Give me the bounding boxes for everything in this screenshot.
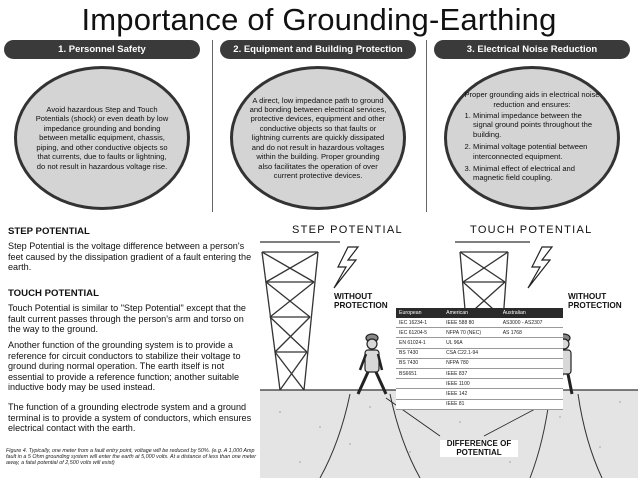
table-row: IEEE 142 — [396, 389, 563, 399]
figure-caption: Figure 4. Typically, one meter from a fault entry point, voltage will be reduced by 50%. (e.g. A 1,000 Amp fault in a 5 Ohm grounding system will enter the earth at 5,000 volts. At a distance of less than one meter away, a fatal potential of 2,500 volts will exist) — [6, 448, 257, 467]
panel-text: A direct, low impedance path to ground and bonding between electrical services, protective devices, equipment and other conductive objects so that faults or lightning currents are quickly dissipated and do not result in hazardous voltages within the building. Proper grounding also facilitates the operation of over current protective devices. — [249, 95, 387, 180]
table-header-row — [396, 308, 563, 318]
table-row: BS6651 IEEE 837 — [396, 368, 563, 378]
panel-text — [463, 90, 601, 186]
panel-header: 2. Equipment and Building Protection — [220, 40, 416, 59]
panel-noise-reduction — [430, 38, 636, 216]
table-row: IEEE 81 — [396, 399, 563, 409]
page-title: Importance of Grounding-Earthing — [81, 2, 557, 37]
panel-intro: Proper grounding aids in electrical noise reduction and ensures: — [464, 90, 600, 109]
panel-header: 3. Electrical Noise Reduction — [434, 40, 630, 59]
table-row: IEC 16234-1 IEEE 588 80 AS3000 - AS2307 — [396, 318, 563, 328]
touch-potential-text: Touch Potential is similar to "Step Potential" except that the fault current passes through the person's arm and torso on the way to the ground. — [8, 303, 246, 335]
lightning-icon — [528, 247, 552, 288]
column-header: American — [443, 308, 500, 318]
panel-oval — [14, 66, 190, 210]
panel-divider — [426, 40, 427, 212]
table-row: IEEE 1100 — [396, 379, 563, 389]
without-protection-label: WITHOUT PROTECTION — [334, 292, 388, 310]
list-item: 3. Minimal effect of electrical and magnetic field coupling. — [473, 164, 601, 183]
step-potential-label: STEP POTENTIAL — [292, 224, 403, 236]
column-header: Australian — [500, 308, 563, 318]
step-potential-text: Step Potential is the voltage difference between a person's feet caused by the dissipation gradient of a fault entering the earth. — [8, 241, 252, 273]
panel-oval — [230, 66, 406, 210]
panel-text: Avoid hazardous Step and Touch Potentials (shock) or even death by low impedance grounding and bonding between metallic equipment, chassis, piping, and other conductive objects so that currents, due to faults or lightning, do not result in hazardous voltage rise. — [35, 105, 169, 171]
difference-of-potential-label: DIFFERENCE OF POTENTIAL — [440, 440, 518, 457]
panel-equipment-protection — [216, 38, 422, 216]
without-protection-label: WITHOUT PROTECTION — [568, 292, 622, 310]
table-row: IEC 61204-5 NFPA 70 (NEC) AS 1768 — [396, 328, 563, 338]
transmission-tower-left — [260, 242, 340, 390]
electrode-paragraph: The function of a grounding electrode system and a ground terminal is to provide a system of conductors, which ensures electrical contact with the earth. — [8, 402, 252, 434]
panel-header: 1. Personnel Safety — [4, 40, 200, 59]
panel-oval — [444, 66, 620, 210]
reference-paragraph: Another function of the grounding system is to provide a reference for circuit conductors to stabilize their voltage to ground during normal operation. The earth itself is not essential to provide a reference function; another suitable inductive body may be used instead. — [8, 340, 241, 393]
table-row: BS 7430 CSA C22.1-94 — [396, 348, 563, 358]
list-item: 2. Minimal voltage potential between interconnected equipment. — [473, 142, 601, 161]
table-row: BS 7430 NFPA 780 — [396, 358, 563, 368]
touch-potential-heading: TOUCH POTENTIAL — [8, 288, 99, 299]
step-potential-heading: STEP POTENTIAL — [8, 226, 90, 237]
panel-list — [463, 111, 601, 183]
panel-divider — [212, 40, 213, 212]
column-header: European — [396, 308, 443, 318]
person-step-figure — [358, 334, 386, 394]
lightning-icon — [334, 247, 358, 288]
touch-potential-label: TOUCH POTENTIAL — [470, 224, 593, 236]
list-item: 1. Minimal impedance between the signal ground points throughout the building. — [473, 111, 601, 139]
table-row: EN 61024-1 UL 96A — [396, 338, 563, 348]
standards-table — [396, 308, 563, 410]
panel-personnel-safety — [0, 38, 206, 216]
